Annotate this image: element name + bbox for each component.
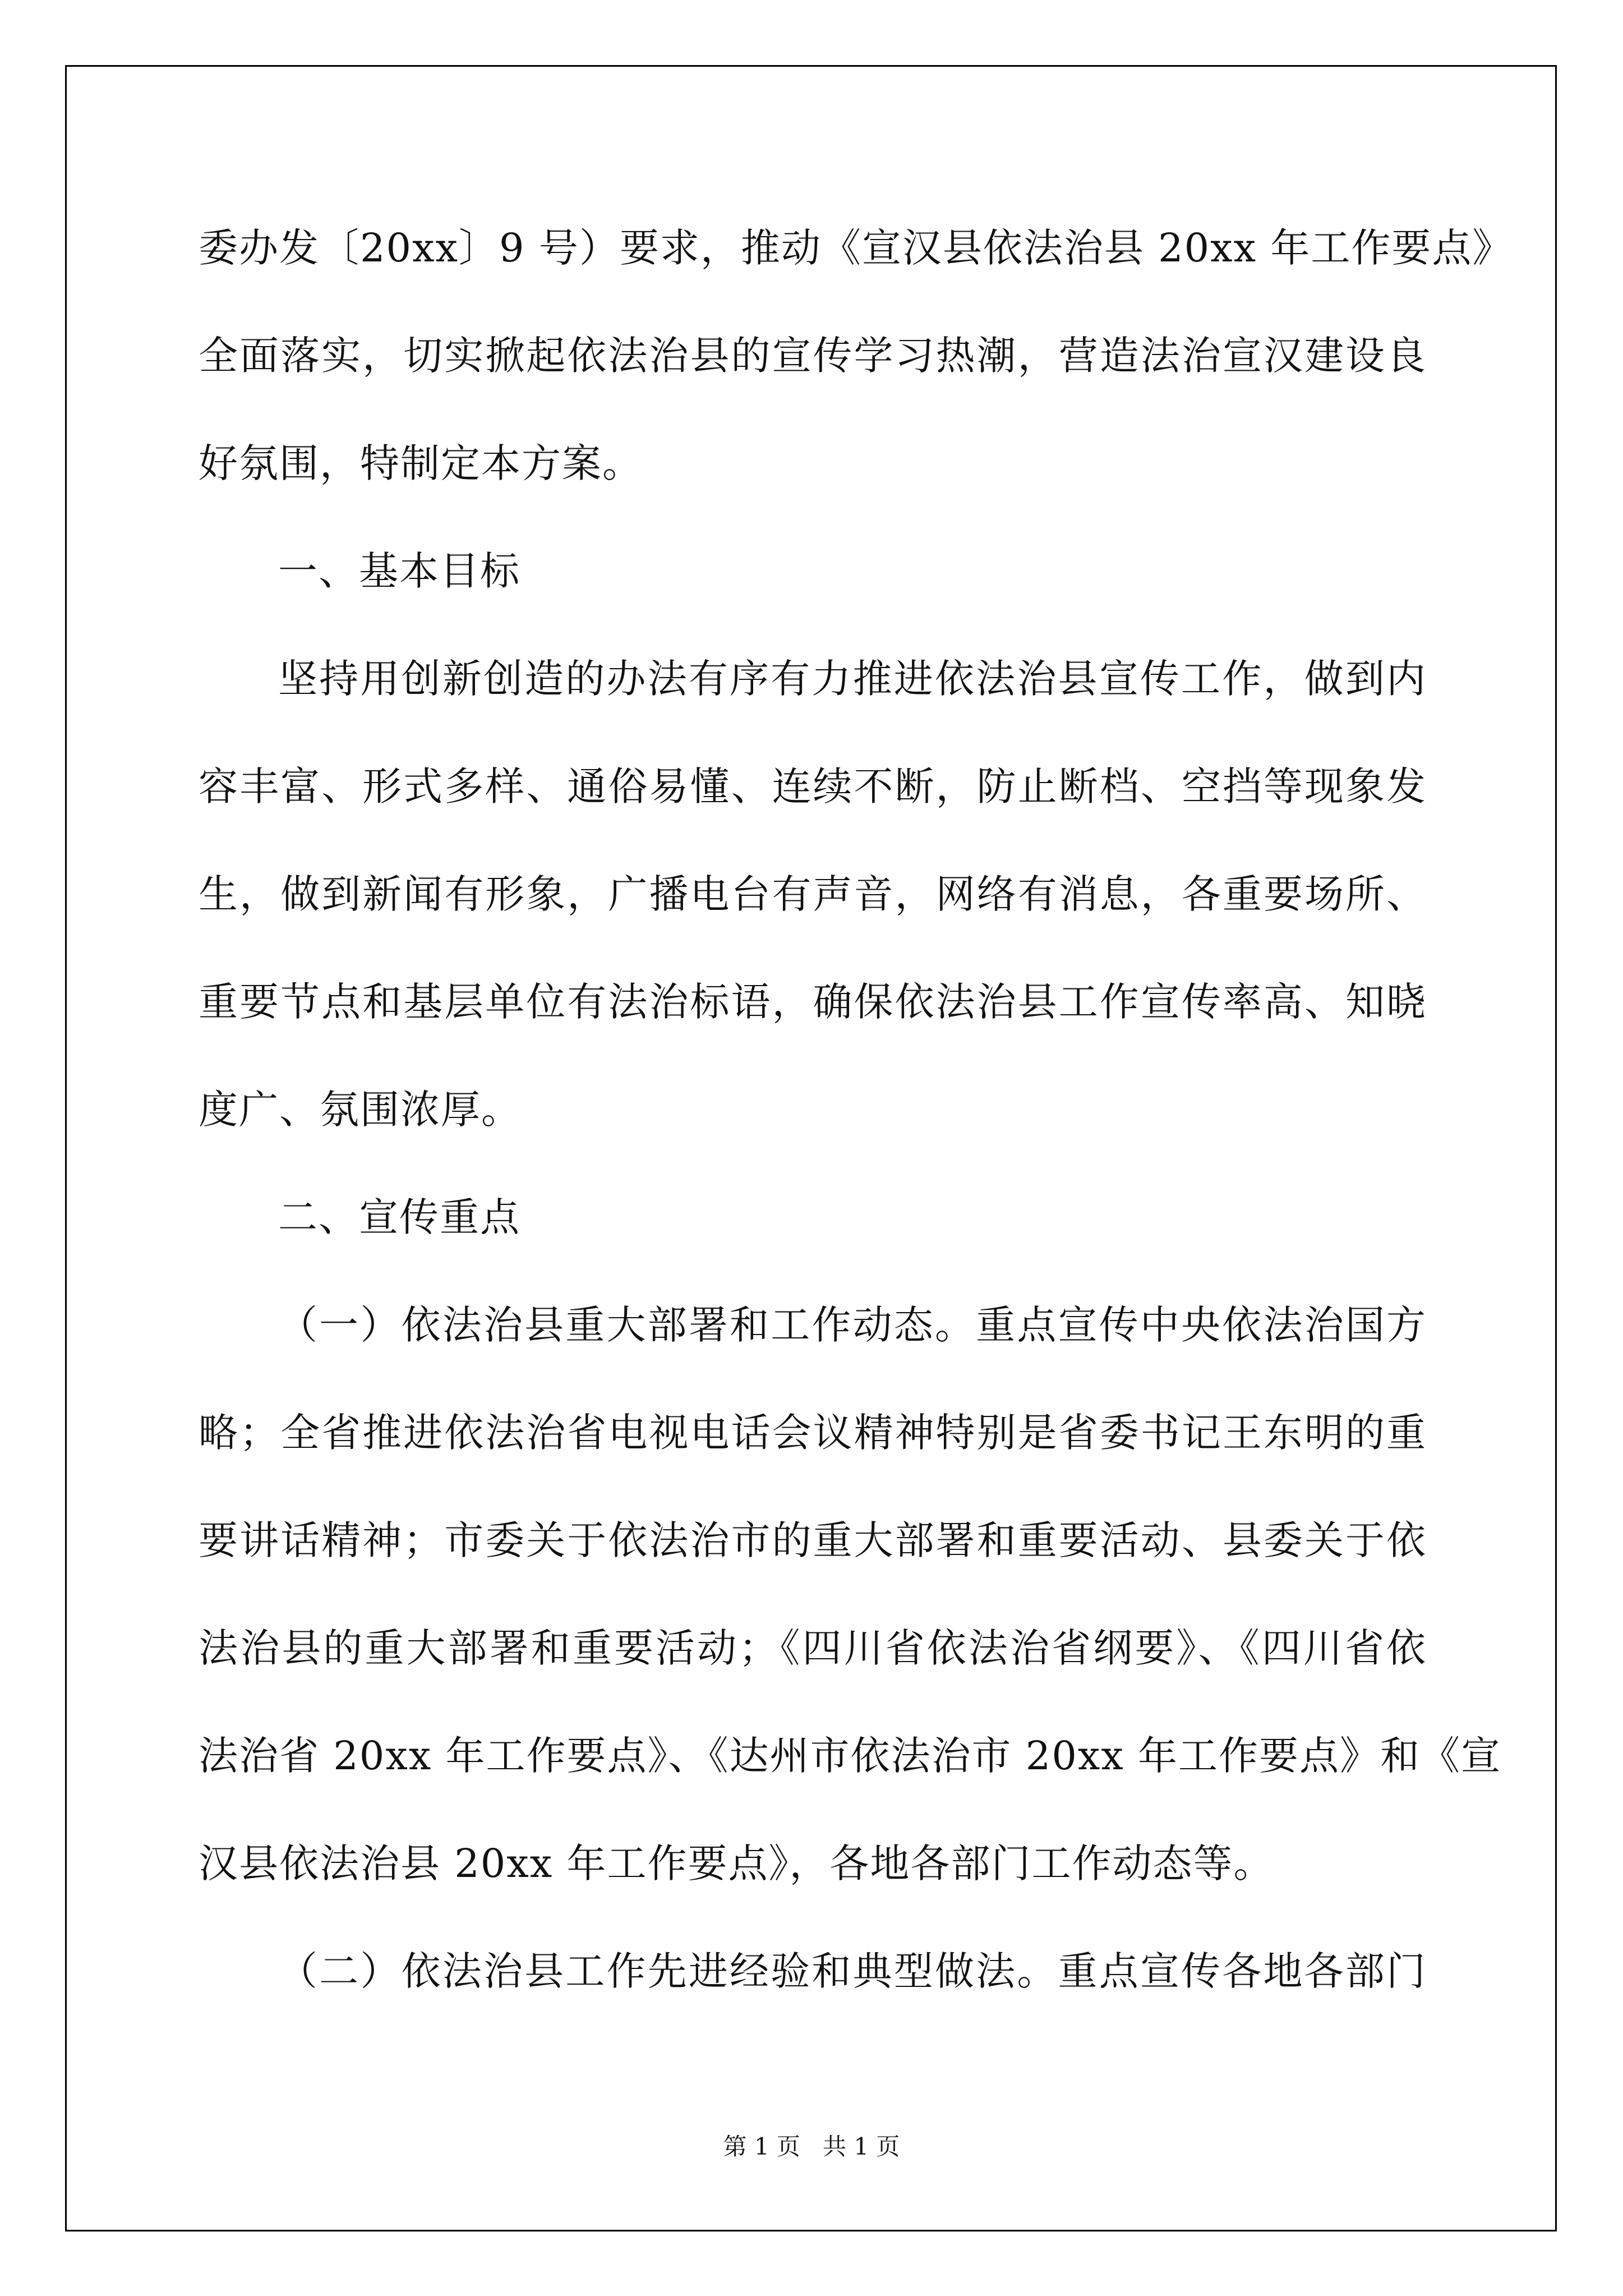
body-line: 略；全省推进依法治省电视电话会议精神特别是省委书记王东明的重 (199, 1410, 1427, 1456)
body-line: 坚持用创新创造的办法有序有力推进依法治县宣传工作，做到内 (278, 656, 1427, 702)
body-line: 汉县依法治县 20xx 年工作要点》，各地各部门工作动态等。 (199, 1841, 1274, 1887)
body-line: 度广、氛围浓厚。 (199, 1087, 522, 1133)
body-line: （一）依法治县重大部署和工作动态。重点宣传中央依法治国方 (278, 1302, 1427, 1348)
body-line: 好氛围，特制定本方案。 (199, 440, 643, 486)
body-line: 重要节点和基层单位有法治标语，确保依法治县工作宣传率高、知晓 (199, 979, 1427, 1025)
section-heading: 二、宣传重点 (278, 1194, 520, 1240)
body-line: 法治省 20xx 年工作要点》、《达州市依法治市 20xx 年工作要点》和《宣 (199, 1733, 1502, 1779)
body-line: 法治县的重大部署和重要活动；《四川省依法治省纲要》、《四川省依 (199, 1625, 1427, 1671)
body-line: （二）依法治县工作先进经验和典型做法。重点宣传各地各部门 (278, 1948, 1427, 1994)
page-total: 共 1 页 (823, 2133, 900, 2160)
section-heading: 一、基本目标 (278, 548, 520, 594)
body-line: 要讲话精神；市委关于依法治市的重大部署和重要活动、县委关于依 (199, 1517, 1427, 1563)
body-line: 生，做到新闻有形象，广播电台有声音，网络有消息，各重要场所、 (199, 871, 1427, 917)
body-line: 委办发〔20xx〕9 号）要求，推动《宣汉县依法治县 20xx 年工作要点》 (199, 225, 1513, 271)
page-footer (0, 2128, 1623, 2162)
document-body (199, 209, 1513, 2040)
body-line: 全面落实，切实掀起依法治县的宣传学习热潮，营造法治宣汉建设良 (199, 333, 1427, 379)
page-number: 第 1 页 (723, 2133, 800, 2160)
body-line: 容丰富、形式多样、通俗易懂、连续不断，防止断档、空挡等现象发 (199, 763, 1427, 809)
